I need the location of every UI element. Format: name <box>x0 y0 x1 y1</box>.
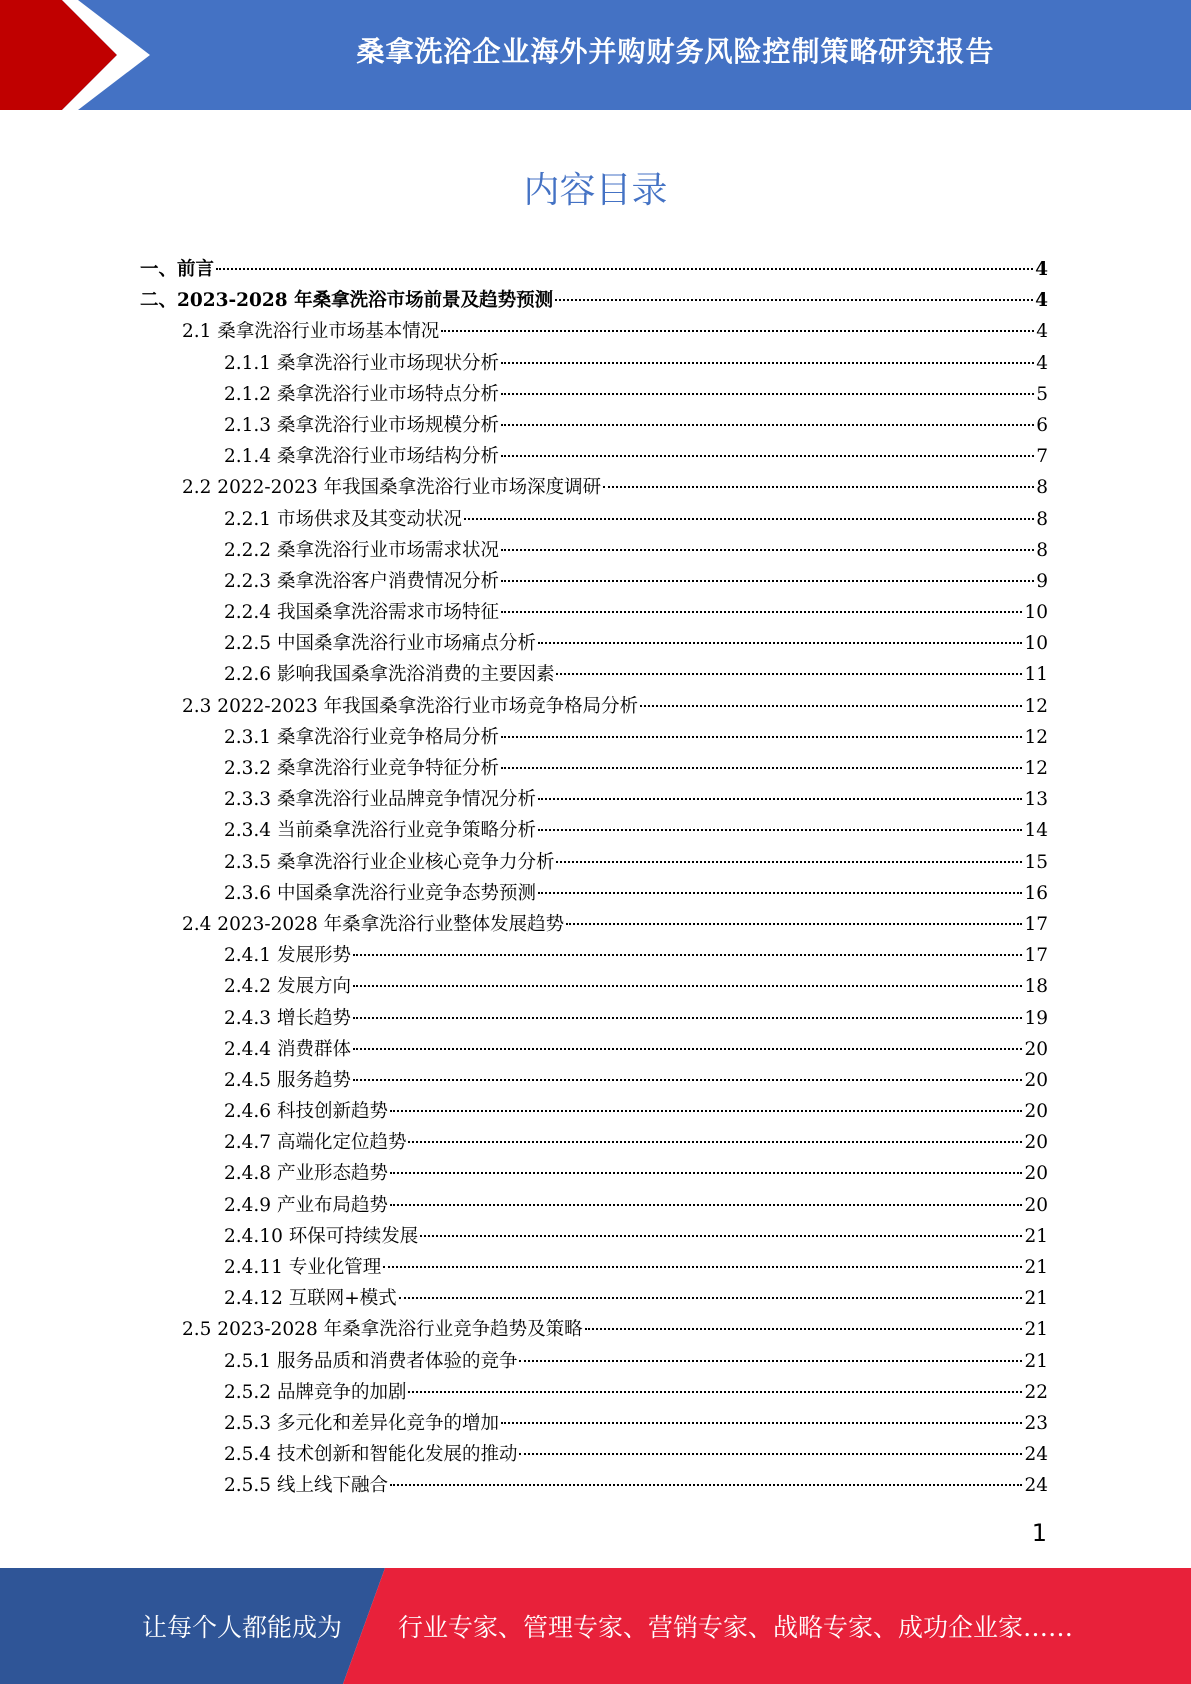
toc-entry-label: 2.3.3 桑拿洗浴行业品牌竞争情况分析 <box>224 789 536 811</box>
toc-entry-page: 20 <box>1024 1069 1048 1091</box>
toc-entry-page: 6 <box>1036 414 1048 436</box>
toc-entry-page: 20 <box>1024 1038 1048 1060</box>
toc-entry-page: 24 <box>1024 1475 1048 1497</box>
toc-entry-page: 12 <box>1024 726 1048 748</box>
toc-dot-leader <box>441 330 1034 332</box>
toc-entry-page: 23 <box>1024 1412 1048 1434</box>
toc-entry[interactable] <box>140 254 1048 285</box>
toc-entry-page: 24 <box>1024 1444 1048 1466</box>
toc-dot-leader <box>216 268 1033 270</box>
toc-entry[interactable] <box>140 1408 1048 1439</box>
toc-entry-label: 2.2.2 桑拿洗浴行业市场需求状况 <box>224 539 499 561</box>
toc-entry-label: 2.4 2023-2028 年桑拿洗浴行业整体发展趋势 <box>182 913 565 935</box>
toc-entry[interactable] <box>140 659 1048 690</box>
toc-entry-label: 2.2.3 桑拿洗浴客户消费情况分析 <box>224 570 499 592</box>
toc-entry[interactable] <box>140 1034 1048 1065</box>
toc-entry[interactable] <box>140 1127 1048 1158</box>
toc-entry[interactable] <box>140 1065 1048 1096</box>
toc-heading: 内容目录 <box>523 170 668 211</box>
toc-entry-label: 2.2.5 中国桑拿洗浴行业市场痛点分析 <box>224 633 536 655</box>
toc-entry-page: 16 <box>1024 882 1048 904</box>
toc-dot-leader <box>501 736 1022 738</box>
toc-dot-leader <box>501 362 1034 364</box>
toc-dot-leader <box>390 1204 1022 1206</box>
toc-entry-label: 2.5.1 服务品质和消费者体验的竞争 <box>224 1350 518 1372</box>
toc-dot-leader <box>501 455 1034 457</box>
toc-entry-page: 15 <box>1024 851 1048 873</box>
toc-dot-leader <box>399 1297 1023 1299</box>
toc-dot-leader <box>519 1453 1022 1455</box>
toc-dot-leader <box>566 923 1022 925</box>
toc-entry[interactable] <box>140 1470 1048 1501</box>
page-number: 1 <box>1031 1519 1047 1547</box>
toc-entry-label: 2.1.4 桑拿洗浴行业市场结构分析 <box>224 446 499 468</box>
toc-entry[interactable] <box>140 691 1048 722</box>
toc-entry-page: 8 <box>1036 508 1048 530</box>
toc-entry-page: 22 <box>1024 1381 1048 1403</box>
toc-entry-page: 11 <box>1024 664 1048 686</box>
page-header <box>0 0 1191 110</box>
toc-dot-leader <box>390 1110 1022 1112</box>
toc-entry-label: 2.1.3 桑拿洗浴行业市场规模分析 <box>224 414 499 436</box>
toc-entry-page: 18 <box>1024 976 1048 998</box>
toc-entry[interactable] <box>140 472 1048 503</box>
toc-entry-page: 17 <box>1024 945 1048 967</box>
toc-entry-page: 9 <box>1036 570 1048 592</box>
toc-entry-label: 2.5.2 品牌竞争的加剧 <box>224 1381 407 1403</box>
toc-dot-leader <box>501 611 1022 613</box>
toc-entry[interactable] <box>140 1314 1048 1345</box>
toc-entry-label: 2.3.4 当前桑拿洗浴行业竞争策略分析 <box>224 820 536 842</box>
toc-entry-page: 20 <box>1024 1132 1048 1154</box>
toc-entry[interactable] <box>140 784 1048 815</box>
toc-entry-label: 2.3.6 中国桑拿洗浴行业竞争态势预测 <box>224 882 536 904</box>
toc-entry[interactable] <box>140 722 1048 753</box>
toc-entry[interactable] <box>140 1252 1048 1283</box>
toc-entry[interactable] <box>140 847 1048 878</box>
toc-entry-page: 10 <box>1024 633 1048 655</box>
toc-entry-page: 20 <box>1024 1163 1048 1185</box>
toc-entry[interactable] <box>140 348 1048 379</box>
toc-entry-label: 2.1 桑拿洗浴行业市场基本情况 <box>182 321 440 343</box>
toc-entry-page: 5 <box>1036 383 1048 405</box>
toc-entry[interactable] <box>140 1158 1048 1189</box>
toc-dot-leader <box>556 861 1022 863</box>
toc-entry-label: 2.4.11 专业化管理 <box>224 1257 382 1278</box>
toc-entry-label: 2.1.1 桑拿洗浴行业市场现状分析 <box>224 352 499 374</box>
toc-entry-page: 13 <box>1024 789 1048 811</box>
toc-dot-leader <box>603 486 1034 488</box>
toc-entry-label: 2.4.9 产业布局趋势 <box>224 1194 388 1216</box>
toc-entry-label: 2.4.3 增长趋势 <box>224 1007 351 1029</box>
toc-dot-leader <box>353 985 1023 987</box>
toc-entry[interactable] <box>140 1283 1048 1314</box>
toc-dot-leader <box>353 954 1023 956</box>
toc-entry-page: 21 <box>1024 1257 1048 1278</box>
toc-dot-leader <box>501 580 1034 582</box>
toc-entry[interactable] <box>140 441 1048 472</box>
toc-entry[interactable] <box>140 1096 1048 1127</box>
toc-dot-leader <box>538 798 1022 800</box>
toc-entry[interactable] <box>140 535 1048 566</box>
toc-entry-label: 2.3 2022-2023 年我国桑拿洗浴行业市场竞争格局分析 <box>182 695 639 717</box>
toc-entry-label: 2.4.7 高端化定位趋势 <box>224 1132 407 1154</box>
toc-dot-leader <box>464 518 1034 520</box>
toc-entry-label: 2.3.1 桑拿洗浴行业竞争格局分析 <box>224 726 499 748</box>
toc-dot-leader <box>353 1079 1023 1081</box>
toc-entry[interactable] <box>140 628 1048 659</box>
toc-entry-label: 2.4.4 消费群体 <box>224 1038 351 1060</box>
toc-entry-page: 12 <box>1024 695 1048 717</box>
toc-entry[interactable] <box>140 1439 1048 1470</box>
toc-dot-leader <box>408 1141 1022 1143</box>
toc-entry[interactable] <box>140 909 1048 940</box>
toc-entry-page: 20 <box>1024 1101 1048 1123</box>
toc-entry-page: 21 <box>1024 1319 1048 1341</box>
toc-entry-label: 2.2.4 我国桑拿洗浴需求市场特征 <box>224 602 499 624</box>
toc-entry[interactable] <box>140 597 1048 628</box>
toc-entry-label: 2.2 2022-2023 年我国桑拿洗浴行业市场深度调研 <box>182 477 602 499</box>
toc-entry-label: 2.4.5 服务趋势 <box>224 1069 351 1091</box>
toc-entry[interactable] <box>140 566 1048 597</box>
report-title: 桑拿洗浴企业海外并购财务风险控制策略研究报告 <box>356 35 995 68</box>
toc-entry[interactable] <box>140 1190 1048 1221</box>
toc-entry-page: 7 <box>1036 446 1048 468</box>
footer-slogan-left: 让每个人都能成为 <box>142 1613 343 1642</box>
toc-entry-label: 一、前言 <box>140 259 215 280</box>
toc-dot-leader <box>640 705 1022 707</box>
toc-entry-page: 4 <box>1036 321 1048 343</box>
toc-dot-leader <box>501 767 1022 769</box>
toc-dot-leader <box>353 1048 1023 1050</box>
toc-entry-label: 2.4.2 发展方向 <box>224 976 351 998</box>
toc-entry-page: 17 <box>1024 913 1048 935</box>
toc-entry[interactable] <box>140 1377 1048 1408</box>
toc-entry-label: 2.4.1 发展形势 <box>224 945 351 967</box>
toc-entry-page: 21 <box>1024 1225 1048 1247</box>
toc-entry[interactable] <box>140 316 1048 347</box>
toc-entry[interactable] <box>140 504 1048 535</box>
toc-dot-leader <box>420 1235 1022 1237</box>
toc-entry-label: 2.5 2023-2028 年桑拿洗浴行业竞争趋势及策略 <box>182 1319 583 1341</box>
toc-entry-label: 2.5.4 技术创新和智能化发展的推动 <box>224 1444 518 1466</box>
toc-entry-page: 4 <box>1035 290 1048 312</box>
toc-entry-page: 14 <box>1024 820 1048 842</box>
toc-entry-page: 4 <box>1036 352 1048 374</box>
toc-entry-label: 二、2023-2028 年桑拿洗浴市场前景及趋势预测 <box>140 290 554 312</box>
toc-entry[interactable] <box>140 753 1048 784</box>
toc-entry-page: 21 <box>1024 1288 1048 1310</box>
toc-entry-label: 2.2.6 影响我国桑拿洗浴消费的主要因素 <box>224 664 555 686</box>
toc-entry-label: 2.2.1 市场供求及其变动状况 <box>224 508 462 530</box>
toc-entry-page: 4 <box>1035 259 1048 280</box>
toc-entry[interactable] <box>140 940 1048 971</box>
table-of-contents <box>140 254 1048 1502</box>
toc-dot-leader <box>390 1172 1022 1174</box>
toc-entry-page: 21 <box>1024 1350 1048 1372</box>
toc-entry[interactable] <box>140 1221 1048 1252</box>
toc-dot-leader <box>519 1360 1022 1362</box>
toc-dot-leader <box>501 1422 1022 1424</box>
toc-entry-page: 8 <box>1036 477 1048 499</box>
toc-entry-page: 8 <box>1036 539 1048 561</box>
toc-dot-leader <box>353 1017 1023 1019</box>
toc-dot-leader <box>538 829 1022 831</box>
toc-dot-leader <box>408 1391 1022 1393</box>
toc-dot-leader <box>585 1328 1023 1330</box>
toc-entry-page: 10 <box>1024 602 1048 624</box>
toc-dot-leader <box>383 1266 1022 1268</box>
toc-entry-label: 2.4.8 产业形态趋势 <box>224 1163 388 1185</box>
toc-dot-leader <box>390 1484 1022 1486</box>
toc-entry-label: 2.4.10 环保可持续发展 <box>224 1225 419 1247</box>
toc-dot-leader <box>556 673 1022 675</box>
toc-entry[interactable] <box>140 815 1048 846</box>
toc-entry[interactable] <box>140 410 1048 441</box>
toc-entry[interactable] <box>140 285 1048 316</box>
footer-slogan-right: 行业专家、管理专家、营销专家、战略专家、成功企业家…… <box>398 1613 1074 1642</box>
page-footer <box>0 1568 1191 1684</box>
toc-entry[interactable] <box>140 971 1048 1002</box>
toc-entry[interactable] <box>140 1003 1048 1034</box>
toc-entry[interactable] <box>140 379 1048 410</box>
toc-entry-page: 20 <box>1024 1194 1048 1216</box>
toc-entry-label: 2.5.3 多元化和差异化竞争的增加 <box>224 1412 499 1434</box>
toc-entry-page: 12 <box>1024 758 1048 779</box>
toc-dot-leader <box>538 642 1022 644</box>
toc-dot-leader <box>501 549 1034 551</box>
toc-entry-label: 2.5.5 线上线下融合 <box>224 1475 388 1497</box>
toc-dot-leader <box>501 393 1034 395</box>
toc-dot-leader <box>555 299 1033 301</box>
toc-entry-page: 19 <box>1024 1007 1048 1029</box>
toc-dot-leader <box>501 424 1034 426</box>
toc-entry-label: 2.1.2 桑拿洗浴行业市场特点分析 <box>224 383 499 405</box>
toc-dot-leader <box>538 892 1022 894</box>
toc-entry-label: 2.3.2 桑拿洗浴行业竞争特征分析 <box>224 758 499 779</box>
toc-entry-label: 2.4.6 科技创新趋势 <box>224 1101 388 1123</box>
toc-entry-label: 2.4.12 互联网+模式 <box>224 1288 397 1310</box>
toc-entry[interactable] <box>140 878 1048 909</box>
toc-entry-label: 2.3.5 桑拿洗浴行业企业核心竞争力分析 <box>224 851 555 873</box>
toc-entry[interactable] <box>140 1346 1048 1377</box>
